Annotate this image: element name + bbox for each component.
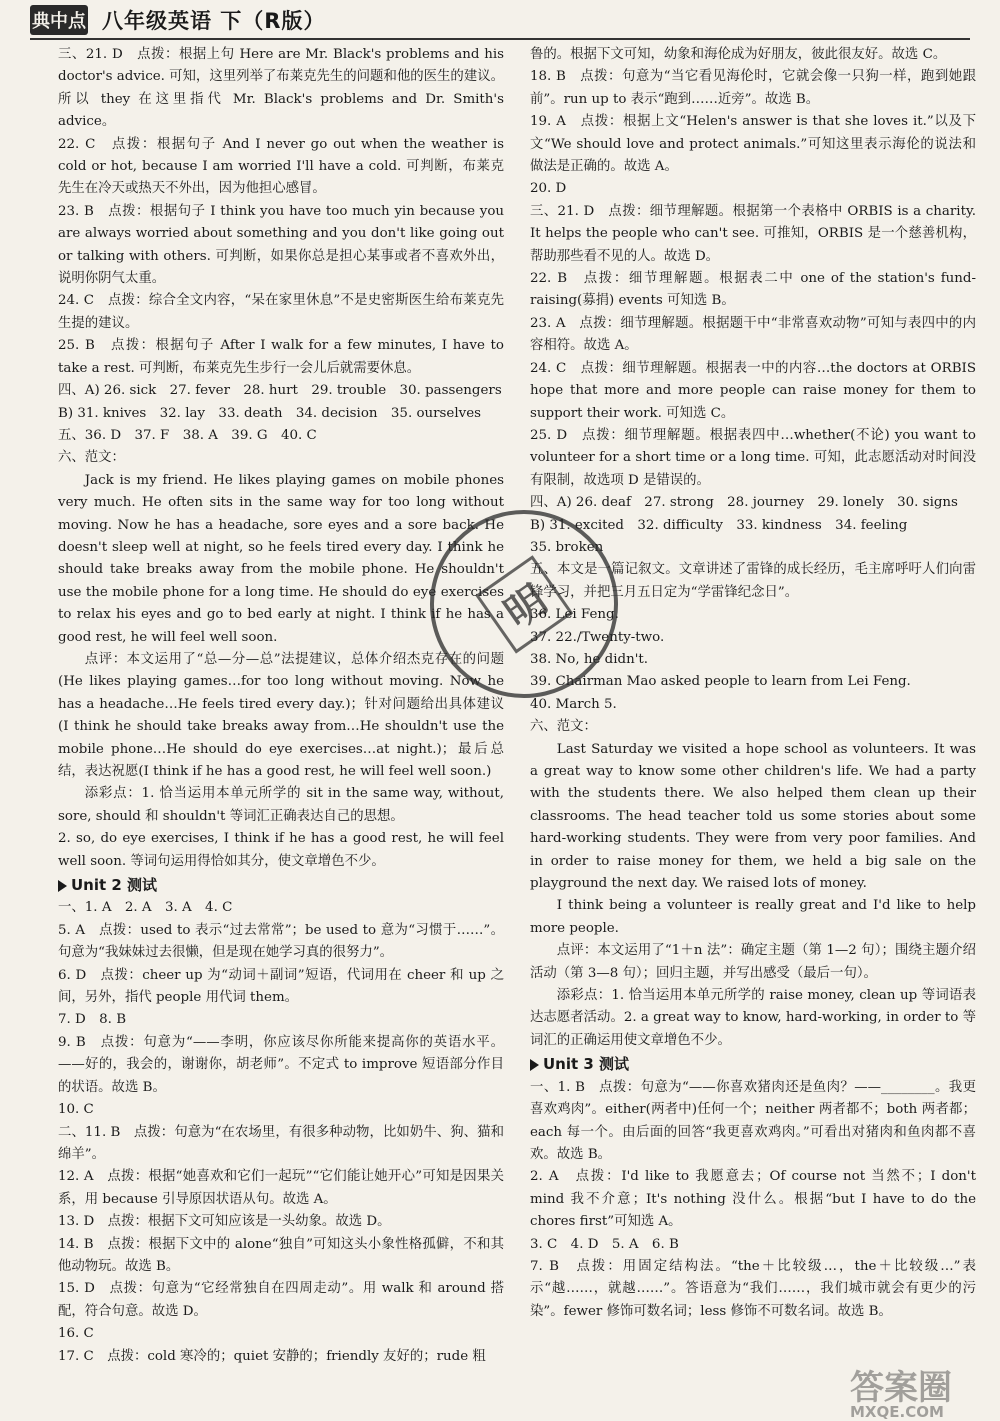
stamp-text: 明 (475, 555, 573, 653)
book-title: 八年级英语 下（R版） (102, 9, 326, 33)
answer-paragraph: 6. D 点拨：cheer up 为“动词＋副词”短语，代词用在 cheer 和 up 之间，另外，指代 people 用代词 them。 (58, 967, 504, 1006)
answer-paragraph: 一、1. B 点拨：句意为“——你喜欢猪肉还是鱼肉？——________。我更喜欢鸡肉”。either(两者中)任何一个；neither 两者都不；both 两者都；each 每一个。由后面的回答“我更喜欢鸡肉。”可看出对猪肉和鱼肉都不喜欢。故选 B。 (530, 1079, 976, 1162)
answer-paragraph: 22. B 点拨：细节理解题。根据表二中 one of the station's fund-raising(募捐) events 可知选 B。 (530, 271, 976, 309)
answer-paragraph: 2. so, do eye exercises, I think if he has a good rest, he will feel well soon. 等词句运用得恰如其分，使文章增色不少。 (58, 831, 504, 869)
left-column (58, 44, 504, 1368)
answer-paragraph: 点评：本文运用了“1＋n 法”：确定主题（第 1—2 句）；围绕主题介绍活动（第 3—8 句）；回归主题，并写出感受（最后一句）。 (530, 943, 976, 981)
watermark-url: MXQE.COM (850, 1403, 944, 1421)
right-column (530, 44, 976, 1323)
answer-paragraph: 14. B 点拨：根据下文中的 alone“独自”可知这头小象性格孤僻，不和其他动物玩。故选 B。 (58, 1236, 504, 1274)
answer-paragraph: 点评：本文运用了“总—分—总”法提建议，总体介绍杰克存在的问题(He likes playing games…for too long without moving. Now he has a headache…He feels tired every day.)；针对问题给出具体建议(I think he should take breaks away from…He shouldn't use the mobile phone…He should do eye exercises…at night.)；最后总结，表达祝愿(I think if he has a good rest, he will feel well soon.) (58, 651, 504, 779)
unit-heading (58, 874, 504, 896)
answer-paragraph: B) 31. excited 32. difficulty 33. kindness 34. feeling (530, 517, 908, 533)
answer-paragraph: 鲁的。根据下文可知，幼象和海伦成为好朋友，彼此很友好。故选 C。 (530, 47, 947, 62)
answer-paragraph: 五、36. D 37. F 38. A 39. G 40. C (58, 427, 317, 443)
answer-paragraph: 23. B 点拨：根据句子 I think you have too much yin because you are always worried about something and you don't like going out or talking with others. 可判断，如果你总是担心某事或者不喜欢外出，说明你阴气太重。 (58, 203, 504, 287)
answer-paragraph: 六、范文： (530, 719, 597, 735)
triangle-bullet-icon (58, 880, 67, 892)
answer-paragraph: Last Saturday we visited a hope school as volunteers. It was a great way to know some other children's life. We had a party with the students there. We also helped them clean up their classrooms. The head teacher told us some stories about some hard-working students. They were from very poor families. And in order to raise money for them, we held a big sale on the playground the next day. We raised lots of money. (530, 741, 976, 892)
answer-paragraph: 25. B 点拨：根据句子 After I walk for a few minutes, I have to take a rest. 可判断，布莱克先生步行一会儿后就需要休息。 (58, 338, 504, 376)
triangle-bullet-icon (530, 1059, 539, 1071)
answer-paragraph: 19. A 点拨：根据上文“Helen's answer is that she loves it.”以及下文“We should love and protect animals.”可知这里表示海伦的说法和做法是正确的。故选 A。 (530, 114, 976, 175)
answer-paragraph: 18. B 点拨：句意为“当它看见海伦时，它就会像一只狗一样，跑到她跟前”。run up to 表示“跑到……近旁”。故选 B。 (530, 69, 976, 107)
answer-paragraph: Jack is my friend. He likes playing games on mobile phones very much. He often sits in the same way for too long without moving. Now he has a headache, sore eyes and a sore back. He doesn't sleep well at night, so he feels tired every day. I think he should take breaks away from the mobile phone. He shouldn't use the mobile phone for a long time. He should do eye exercises to relax his eyes and go to bed early at night. I think if he has a good rest, he will feel well soon. (58, 472, 504, 645)
answer-paragraph: 40. March 5. (530, 696, 617, 712)
answer-paragraph: 四、A) 26. deaf 27. strong 28. journey 29. lonely 30. signs (530, 495, 958, 511)
answer-paragraph: B) 31. knives 32. lay 33. death 34. decision 35. ourselves (58, 405, 481, 421)
answer-paragraph: 四、A) 26. sick 27. fever 28. hurt 29. trouble 30. passengers (58, 383, 502, 399)
watermark (850, 1360, 952, 1421)
watermark-logo: 答案圈 (850, 1368, 952, 1408)
answer-paragraph: 五、本文是一篇记叙文。文章讲述了雷锋的成长经历，毛主席呼吁人们向雷锋学习，并把三月五日定为“学雷锋纪念日”。 (530, 562, 976, 600)
answer-paragraph: 23. A 点拨：细节理解题。根据题干中“非常喜欢动物”可知与表四中的内容相符。故选 A。 (530, 315, 976, 354)
answer-paragraph: 17. C 点拨：cold 寒冷的；quiet 安静的；friendly 友好的；rude 粗 (58, 1348, 486, 1364)
answer-paragraph: 35. broken (530, 539, 604, 555)
answer-paragraph: 3. C 4. D 5. A 6. B (530, 1236, 679, 1252)
answer-paragraph: 22. C 点拨：根据句子 And I never go out when the weather is cold or hot, because I am worried I'll have a cold. 可判断，布莱克先生在冷天或热天不外出，因为他担心感冒。 (58, 136, 504, 197)
answer-paragraph: 一、1. A 2. A 3. A 4. C (58, 900, 233, 916)
answer-paragraph: 20. D (530, 181, 567, 197)
answer-paragraph: 37. 22./Twenty-two. (530, 629, 665, 645)
answer-paragraph: 六、范文： (58, 450, 125, 466)
answer-paragraph: 2. A 点拨：I'd like to 我愿意去；Of course not 当然不；I don't mind 我不介意；It's nothing 没什么。根据“but I have to do the chores first”可知选 A。 (530, 1169, 976, 1230)
answer-paragraph: I think being a volunteer is really great and I'd like to help more people. (530, 898, 976, 936)
answer-paragraph: 24. C 点拨：综合全文内容，“呆在家里休息”不是史密斯医生给布莱克先生提的建议。 (58, 293, 504, 331)
page-header (0, 0, 1000, 40)
answer-paragraph: 15. D 点拨：句意为“它经常独自在四周走动”。用 walk 和 around 搭配，符合句意。故选 D。 (58, 1281, 504, 1319)
unit-heading-text: Unit 2 测试 (71, 876, 158, 895)
unit-heading-text: Unit 3 测试 (543, 1055, 630, 1074)
header-rule (30, 38, 970, 40)
answer-paragraph: 9. B 点拨：句意为“——李明，你应该尽你所能来提高你的英语水平。——好的，我会的，谢谢你，胡老师”。不定式 to improve 短语部分作目的状语。故选 B。 (58, 1034, 504, 1095)
book-logo: 典中点 (30, 5, 88, 35)
answer-paragraph: 38. No, he didn't. (530, 651, 649, 667)
answer-paragraph: 二、11. B 点拨：句意为“在农场里，有很多种动物，比如奶牛、狗、猫和绵羊”。 (58, 1124, 504, 1162)
answer-paragraph: 10. C (58, 1102, 94, 1118)
answer-paragraph: 三、21. D 点拨：细节理解题。根据第一个表格中 ORBIS is a charity. It helps the people who can't see. 可推知，ORBIS 是一个慈善机构，帮助那些看不见的人。故选 D。 (530, 203, 976, 264)
answer-paragraph: 13. D 点拨：根据下文可知应该是一头幼象。故选 D。 (58, 1214, 391, 1230)
answer-paragraph: 添彩点：1. 恰当运用本单元所学的 raise money, clean up 等词语表达志愿者活动。2. a great way to know, hard-working, in order to 等词汇的正确运用使文章增色不少。 (530, 988, 976, 1048)
answer-paragraph: 7. D 8. B (58, 1012, 127, 1028)
answer-paragraph: 三、21. D 点拨：根据上句 Here are Mr. Black's problems and his doctor's advice. 可知，这里列举了布莱克先生的问题和他的医生的建议。所以 they 在这里指代 Mr. Black's problems and Dr. Smith's advice。 (58, 47, 504, 130)
answer-paragraph: 36. Lei Feng. (530, 607, 619, 623)
answer-paragraph: 24. C 点拨：细节理解题。根据表一中的内容…the doctors at ORBIS hope that more and more people can raise money for them to support their work. 可知选 C。 (530, 360, 976, 421)
answer-paragraph: 39. Chairman Mao asked people to learn from Lei Feng. (530, 674, 911, 690)
unit-heading (530, 1053, 976, 1075)
answer-paragraph: 25. D 点拨：细节理解题。根据表四中…whether(不论) you want to volunteer for a short time or a long time. 可知，此志愿活动对时间没有限制，故选项 D 是错误的。 (530, 427, 976, 488)
answer-paragraph: 12. A 点拨：根据“她喜欢和它们一起玩”“它们能让她开心”可知是因果关系，用 because 引导原因状语从句。故选 A。 (58, 1169, 504, 1207)
answer-paragraph: 7. B 点拨：用固定结构法。“the＋比较级…，the＋比较级…”表示“越……，就越……”。答语意为“我们……，我们城市就会有更少的污染”。fewer 修饰可数名词；less 修饰不可数名词。故选 B。 (530, 1258, 976, 1319)
answer-paragraph: 5. A 点拨：used to 表示“过去常常”；be used to 意为“习惯于……”。句意为“我妹妹过去很懒，但是现在她学习真的很努力”。 (58, 922, 504, 961)
answer-paragraph: 添彩点：1. 恰当运用本单元所学的 sit in the same way, without, sore, should 和 shouldn't 等词汇正确表达自己的思想。 (58, 786, 504, 824)
answer-paragraph: 16. C (58, 1326, 94, 1342)
